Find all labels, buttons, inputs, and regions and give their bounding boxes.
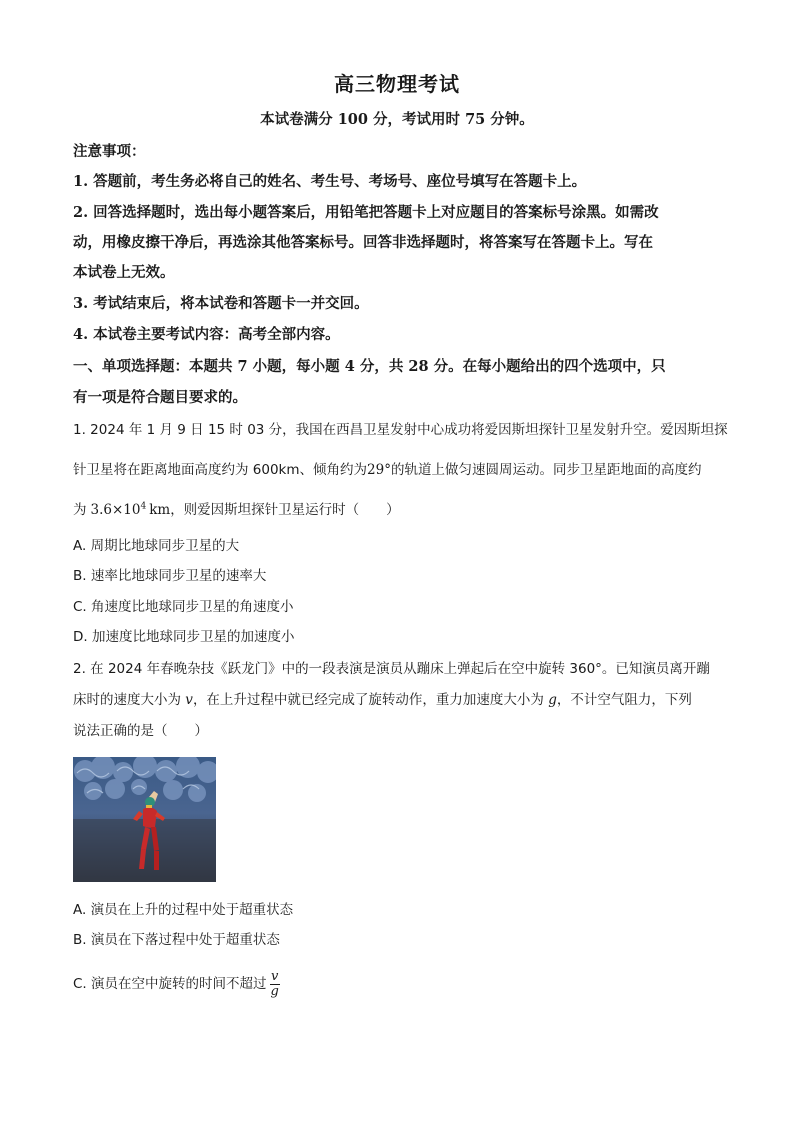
- question-1-line-1: 1. 2024 年 1 月 9 日 15 时 03 分，我国在西昌卫星发射中心成功将爱因斯坦探针卫星发射升空。爱因斯坦探: [73, 422, 728, 438]
- q1-text: ，则爱因斯坦探针卫星运行时（ ）: [170, 502, 400, 518]
- height-unit: km: [149, 502, 171, 518]
- angle-value: 29°: [367, 462, 391, 478]
- q1-text: 的轨道上做匀速圆周运动。同步卫星距地面的高度约: [390, 462, 702, 478]
- notice-item-2-end: 本试卷上无效。: [73, 264, 175, 281]
- section-heading: 一、单项选择题：本题共 7 小题，每小题 4 分，共 28 分。在每小题给出的四个选项中，只: [73, 358, 666, 375]
- q2-option-b: B. 演员在下落过程中处于超重状态: [73, 932, 280, 948]
- height-base: 3.6×10: [90, 502, 141, 518]
- var-g: g: [548, 692, 557, 708]
- fraction-denominator: g: [270, 983, 279, 999]
- notice-heading: 注意事项：: [73, 143, 146, 160]
- performance-photo: [73, 757, 216, 882]
- q2-text: 床时的速度大小为: [73, 692, 186, 708]
- notice-item-3: 3. 考试结束后，将本试卷和答题卡一并交回。: [73, 295, 369, 312]
- notice-item-4: 4. 本试卷主要考试内容：高考全部内容。: [73, 326, 340, 343]
- q1-text: 针卫星将在距离地面高度约为 600km、倾角约为: [73, 462, 368, 478]
- notice-item-2: 2. 回答选择题时，选出每小题答案后，用铅笔把答题卡上对应题目的答案标号涂黑。如需改: [73, 204, 659, 221]
- notice-item-2-cont: 动，用橡皮擦干净后，再选涂其他答案标号。回答非选择题时，将答案写在答题卡上。写在: [73, 234, 653, 251]
- question-2-line-1: 2. 在 2024 年春晚杂技《跃龙门》中的一段表演是演员从蹦床上弹起后在空中旋转 360°。已知演员离开蹦: [73, 661, 710, 677]
- var-v: v: [185, 692, 193, 708]
- q1-text: 为: [73, 502, 87, 518]
- section-heading-cont: 有一项是符合题目要求的。: [73, 389, 247, 406]
- question-1-line-3: [73, 500, 733, 520]
- q2-text: ，在上升过程中就已经完成了旋转动作，重力加速度大小为: [192, 692, 549, 708]
- question-1-line-2: [73, 460, 733, 480]
- page-title: 高三物理考试: [334, 72, 460, 96]
- notice-item-1: 1. 答题前，考生务必将自己的姓名、考生号、考场号、座位号填写在答题卡上。: [73, 173, 587, 190]
- exam-subtitle: 本试卷满分 100 分，考试用时 75 分钟。: [260, 111, 534, 128]
- q1-option-a: A. 周期比地球同步卫星的大: [73, 538, 240, 554]
- q2-text: ，不计空气阻力，下列: [556, 692, 692, 708]
- height-exponent: 4: [140, 501, 147, 512]
- q2-option-a: A. 演员在上升的过程中处于超重状态: [73, 902, 294, 918]
- fraction-numerator: v: [271, 968, 279, 984]
- question-2-line-2: [73, 690, 733, 710]
- fraction-v-over-g: [270, 970, 280, 999]
- q1-option-b: B. 速率比地球同步卫星的速率大: [73, 568, 267, 584]
- q2-option-c-text: C. 演员在空中旋转的时间不超过: [73, 976, 267, 992]
- q2-option-c: [73, 966, 733, 1002]
- q1-option-c: C. 角速度比地球同步卫星的角速度小: [73, 599, 294, 615]
- question-2-line-3: 说法正确的是（ ）: [73, 723, 208, 739]
- q1-option-d: D. 加速度比地球同步卫星的加速度小: [73, 629, 295, 645]
- height-value: [91, 502, 171, 518]
